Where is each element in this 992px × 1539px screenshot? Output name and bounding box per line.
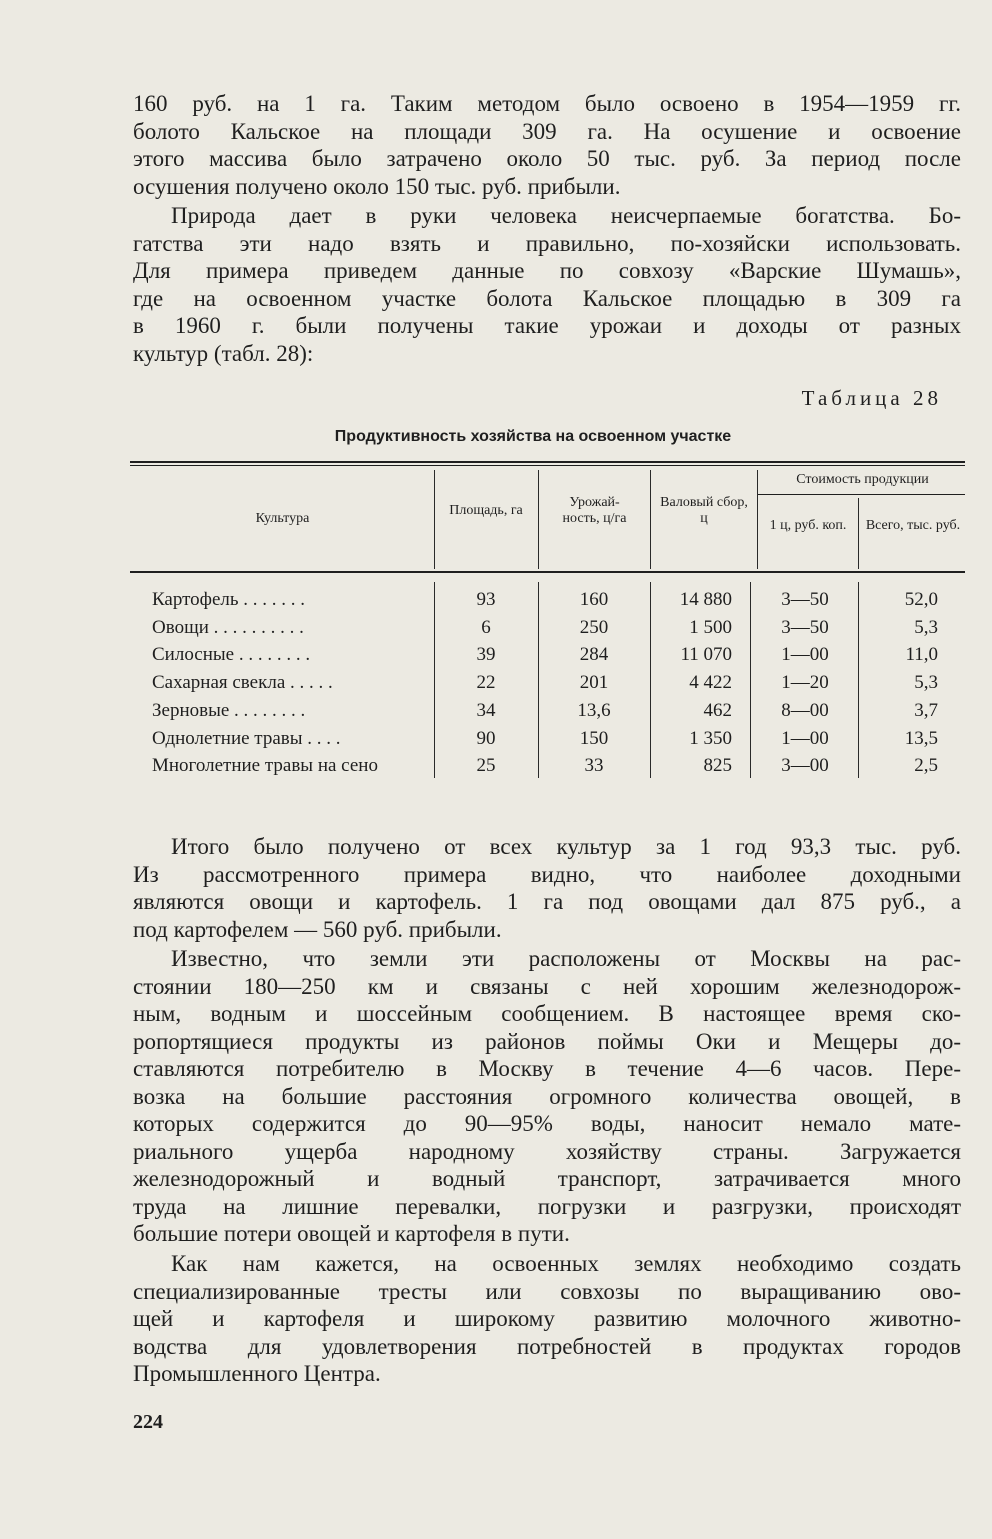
text-line: гатства эти надо взять и правильно, по-хозяйски использовать.: [133, 230, 961, 256]
paragraph-total: [133, 833, 961, 943]
header-value-group: Стоимость продукции: [796, 472, 929, 487]
table-cell-gross: 4 422: [689, 672, 732, 694]
text-line: риального ущерба народному хозяйству страны. Загружается: [133, 1138, 961, 1164]
text-line: Промышленного Центра.: [133, 1361, 381, 1386]
table-header-rule: [130, 571, 965, 573]
column-divider: [538, 470, 539, 569]
text-line: Из рассмотренного примера видно, что наиболее доходными: [133, 861, 961, 887]
table-cell-area: 25: [476, 755, 496, 777]
text-line: Природа дает в руки человека неисчерпаемые богатства. Бо-: [171, 203, 961, 228]
table-cell-name: Сахарная свекла . . . . .: [152, 672, 333, 694]
header-yield: Урожай-ность, ц/га: [562, 495, 627, 526]
paragraph-transport: [133, 945, 961, 1248]
table-cell-total: 52,0: [904, 589, 938, 610]
text-line: Известно, что земли эти расположены от Москвы на рас-: [171, 946, 961, 971]
table-cell-yield: 33: [584, 755, 604, 777]
table-cell-total: 5,3: [914, 616, 938, 638]
text-line: труда на лишние перевалки, погрузки и разгрузки, происходят: [133, 1193, 961, 1219]
table-cell-area: 34: [476, 699, 496, 721]
table-cell-yield: 250: [579, 616, 609, 638]
text-line: Итого было получено от всех культур за 1 год 93,3 тыс. руб.: [171, 834, 961, 859]
column-divider: [434, 582, 435, 778]
table-cell-gross: 1 350: [689, 727, 732, 749]
column-divider: [650, 582, 651, 778]
column-divider: [538, 582, 539, 778]
column-divider: [858, 582, 859, 778]
table-cell-per-unit: 1—20: [781, 672, 829, 694]
table-cell-per-unit: 3—50: [781, 589, 829, 610]
text-line: этого массива было затрачено около 50 тыс. руб. За период после: [133, 146, 961, 171]
column-divider: [757, 470, 758, 569]
table-cell-total: 13,5: [904, 727, 938, 749]
text-line: где на освоенном участке болота Кальское площадью в 309 га: [133, 285, 961, 311]
column-divider: [650, 470, 651, 569]
header-culture: Культура: [255, 511, 310, 526]
text-line: которых содержится до 90—95% воды, наносит немало мате-: [133, 1111, 961, 1136]
text-line: Как нам кажется, на освоенных землях необходимо создать: [171, 1251, 961, 1276]
paragraph-nature-wealth: [133, 202, 961, 367]
table-cell-gross: 825: [703, 755, 732, 777]
paragraph-intro: [133, 90, 961, 200]
text-line: стоянии 180—250 км и связаны с ней хорошим железнодорож-: [133, 973, 961, 999]
column-divider: [434, 470, 435, 569]
table-cell-yield: 13,6: [577, 699, 611, 721]
table-cell-gross: 14 880: [679, 589, 732, 610]
table-cell-per-unit: 3—50: [781, 616, 829, 638]
header-total: Всего, тыс. руб.: [865, 518, 961, 533]
column-divider: [750, 582, 751, 778]
table-top-rule-thin: [130, 465, 965, 466]
text-line: водства для удовлетворения потребностей в продуктах городов: [133, 1333, 961, 1359]
table-caption: Таблица 28: [801, 386, 942, 410]
table-cell-area: 6: [481, 616, 491, 638]
text-line: под картофелем — 560 руб. прибыли.: [133, 916, 502, 942]
table-cell-yield: 150: [579, 727, 609, 749]
page-number: 224: [133, 1411, 163, 1433]
text-line: Для примера приведем данные по совхозу «Варские Шумашь»,: [133, 258, 961, 283]
table-cell-name: Силосные . . . . . . . .: [152, 644, 311, 666]
table-top-rule: [130, 461, 965, 463]
table-cell-gross: 462: [703, 699, 732, 721]
text-line: являются овощи и картофель. 1 га под овощами дал 875 руб., а: [133, 889, 961, 914]
table-cell-yield: 284: [579, 644, 609, 666]
table-cell-total: 2,5: [914, 755, 938, 777]
text-line: болото Кальское на площади 309 га. На осушение и освоение: [133, 118, 961, 144]
table-cell-area: 22: [476, 672, 496, 694]
table-cell-name: Однолетние травы . . . .: [152, 727, 341, 749]
text-line: ропортящиеся продукты из районов поймы Оки и Мещеры до-: [133, 1028, 961, 1054]
paragraph-proposal: [133, 1250, 961, 1388]
text-line: специализированные тресты или совхозы по выращиванию ово-: [133, 1278, 961, 1304]
table-cell-area: 39: [476, 644, 496, 666]
text-line: большие потери овощей и картофеля в пути.: [133, 1221, 570, 1246]
table-cell-total: 3,7: [914, 699, 938, 721]
text-line: железнодорожный и водный транспорт, затрачивается много: [133, 1166, 961, 1191]
text-line: культур (табл. 28):: [133, 340, 314, 366]
text-line: щей и картофеля и широкому развитию молочного животно-: [133, 1306, 961, 1331]
table-cell-area: 93: [476, 589, 496, 610]
table-cell-name: Многолетние травы на сено: [152, 755, 378, 777]
text-line: 160 руб. на 1 га. Таким методом было освоено в 1954—1959 гг.: [133, 91, 961, 116]
table-cell-yield: 201: [579, 672, 609, 694]
table-cell-total: 5,3: [914, 672, 938, 694]
text-line: осушения получено около 150 тыс. руб. прибыли.: [133, 173, 621, 199]
text-line: в 1960 г. были получены такие урожаи и доходы от разных: [133, 313, 961, 338]
header-area: Площадь, га: [449, 503, 523, 518]
table-cell-total: 11,0: [905, 644, 938, 666]
table-cell-per-unit: 1—00: [781, 727, 829, 749]
table-subheader-rule: [757, 494, 965, 495]
column-divider: [858, 498, 859, 569]
text-line: возка на большие расстояния огромного количества овощей, в: [133, 1083, 961, 1109]
table-cell-per-unit: 3—00: [781, 755, 829, 777]
table-cell-name: Овощи . . . . . . . . . .: [152, 616, 304, 638]
table-cell-name: Зерновые . . . . . . . .: [152, 699, 306, 721]
table-cell-per-unit: 8—00: [781, 699, 829, 721]
table-title: Продуктивность хозяйства на освоенном участке: [334, 428, 732, 445]
text-line: ным, водным и шоссейным сообщением. В настоящее время ско-: [133, 1001, 961, 1026]
header-per-unit: 1 ц, руб. коп.: [769, 518, 847, 533]
table-cell-yield: 160: [579, 589, 609, 610]
table-cell-name: Картофель . . . . . . .: [152, 589, 306, 610]
table-cell-gross: 1 500: [689, 616, 732, 638]
table-cell-per-unit: 1—00: [781, 644, 829, 666]
table-cell-area: 90: [476, 727, 496, 749]
text-line: ставляются потребителю в Москву в течение 4—6 часов. Пере-: [133, 1056, 961, 1081]
table-cell-gross: 11 070: [680, 644, 732, 666]
header-gross: Валовый сбор, ц: [660, 495, 748, 526]
